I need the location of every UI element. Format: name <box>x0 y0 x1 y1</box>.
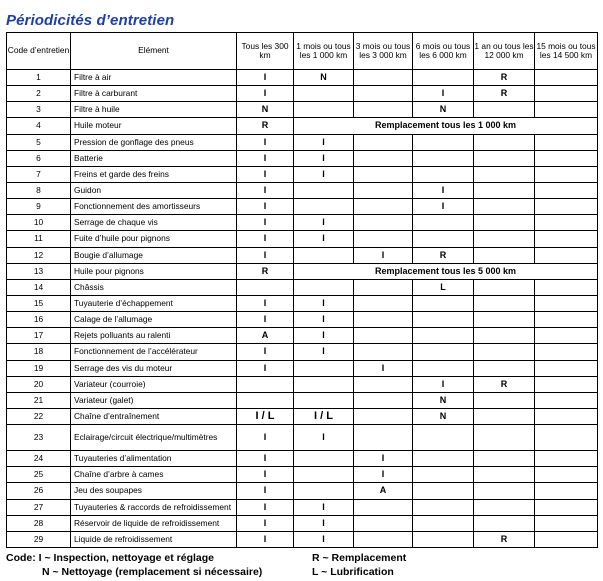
row-mark-300km: R <box>237 263 294 279</box>
row-mark-3000km <box>354 86 413 102</box>
row-mark-14500km <box>535 408 598 424</box>
row-mark-300km: I <box>237 86 294 102</box>
row-mark-1000km <box>294 376 354 392</box>
row-mark-6000km: R <box>413 247 474 263</box>
table-row <box>7 215 598 231</box>
row-span-note: Remplacement tous les 1 000 km <box>294 118 598 134</box>
table-row <box>7 134 598 150</box>
row-mark-1000km <box>294 392 354 408</box>
table-row <box>7 199 598 215</box>
table-row <box>7 279 598 295</box>
row-mark-3000km <box>354 231 413 247</box>
row-mark-3000km: I <box>354 467 413 483</box>
table-row <box>7 392 598 408</box>
table-row <box>7 86 598 102</box>
row-element: Liquide de refroidissement <box>71 531 237 547</box>
row-element: Huile moteur <box>71 118 237 134</box>
row-mark-14500km <box>535 467 598 483</box>
row-mark-6000km <box>413 483 474 499</box>
row-mark-12000km <box>474 483 535 499</box>
table-row <box>7 263 598 279</box>
row-mark-300km: I <box>237 295 294 311</box>
row-mark-1000km: I <box>294 231 354 247</box>
row-element: Bougie d’allumage <box>71 247 237 263</box>
row-mark-1000km <box>294 102 354 118</box>
row-mark-14500km <box>535 247 598 263</box>
row-code: 7 <box>7 166 71 182</box>
row-mark-6000km <box>413 150 474 166</box>
row-mark-3000km <box>354 102 413 118</box>
row-mark-300km: I <box>237 199 294 215</box>
table-row <box>7 247 598 263</box>
row-mark-3000km <box>354 344 413 360</box>
row-mark-14500km <box>535 166 598 182</box>
header-code: Code d’entretien <box>7 33 71 70</box>
row-mark-300km: I / L <box>237 408 294 424</box>
row-mark-14500km <box>535 215 598 231</box>
row-element: Filtre à huile <box>71 102 237 118</box>
row-mark-6000km <box>413 166 474 182</box>
table-row <box>7 483 598 499</box>
row-mark-6000km <box>413 425 474 451</box>
row-mark-300km: I <box>237 531 294 547</box>
row-mark-12000km: R <box>474 531 535 547</box>
row-mark-3000km <box>354 425 413 451</box>
row-mark-1000km: I <box>294 344 354 360</box>
row-mark-14500km <box>535 295 598 311</box>
row-mark-300km: I <box>237 215 294 231</box>
header-row <box>7 33 598 70</box>
row-mark-6000km <box>413 134 474 150</box>
row-mark-3000km <box>354 392 413 408</box>
table-row <box>7 231 598 247</box>
table-row <box>7 499 598 515</box>
row-mark-1000km: I <box>294 312 354 328</box>
row-element: Réservoir de liquide de refroidissement <box>71 515 237 531</box>
row-element: Freins et garde des freins <box>71 166 237 182</box>
row-mark-12000km <box>474 247 535 263</box>
row-mark-1000km: I <box>294 150 354 166</box>
row-element: Tuyauteries d’alimentation <box>71 451 237 467</box>
row-code: 9 <box>7 199 71 215</box>
row-element: Jeu des soupapes <box>71 483 237 499</box>
row-mark-300km: R <box>237 118 294 134</box>
row-mark-6000km <box>413 467 474 483</box>
row-mark-12000km <box>474 360 535 376</box>
row-mark-12000km <box>474 215 535 231</box>
row-element: Tuyauteries & raccords de refroidissement <box>71 499 237 515</box>
row-element: Filtre à carburant <box>71 86 237 102</box>
row-mark-300km: I <box>237 515 294 531</box>
row-element: Guidon <box>71 182 237 198</box>
row-mark-1000km: I <box>294 166 354 182</box>
row-mark-300km: N <box>237 102 294 118</box>
row-mark-12000km: R <box>474 376 535 392</box>
row-element: Serrage des vis du moteur <box>71 360 237 376</box>
row-element: Tuyauterie d’échappement <box>71 295 237 311</box>
row-mark-6000km <box>413 531 474 547</box>
row-mark-6000km <box>413 312 474 328</box>
table-row <box>7 531 598 547</box>
row-mark-6000km: I <box>413 199 474 215</box>
row-mark-3000km <box>354 134 413 150</box>
row-code: 24 <box>7 451 71 467</box>
table-row <box>7 425 598 451</box>
row-code: 27 <box>7 499 71 515</box>
row-mark-3000km <box>354 166 413 182</box>
row-mark-3000km: I <box>354 451 413 467</box>
table-row <box>7 182 598 198</box>
table-row <box>7 515 598 531</box>
row-code: 14 <box>7 279 71 295</box>
row-mark-14500km <box>535 425 598 451</box>
row-mark-6000km <box>413 515 474 531</box>
row-mark-14500km <box>535 360 598 376</box>
row-mark-1000km: N <box>294 70 354 86</box>
row-mark-12000km <box>474 102 535 118</box>
row-mark-1000km: I / L <box>294 408 354 424</box>
row-mark-300km: I <box>237 499 294 515</box>
row-mark-12000km <box>474 182 535 198</box>
table-row <box>7 150 598 166</box>
row-mark-300km: I <box>237 344 294 360</box>
row-mark-1000km <box>294 360 354 376</box>
row-mark-14500km <box>535 312 598 328</box>
row-mark-6000km <box>413 360 474 376</box>
row-mark-12000km <box>474 150 535 166</box>
row-element: Fonctionnement de l’accélérateur <box>71 344 237 360</box>
table-row <box>7 408 598 424</box>
row-mark-6000km <box>413 215 474 231</box>
row-mark-3000km: I <box>354 360 413 376</box>
row-mark-1000km <box>294 182 354 198</box>
row-mark-12000km: R <box>474 86 535 102</box>
row-mark-300km: I <box>237 70 294 86</box>
row-mark-3000km <box>354 328 413 344</box>
row-code: 25 <box>7 467 71 483</box>
row-mark-3000km <box>354 376 413 392</box>
header-6000km: 6 mois ou tous les 6 000 km <box>413 33 474 70</box>
row-mark-300km <box>237 279 294 295</box>
table-row <box>7 360 598 376</box>
row-element: Variateur (galet) <box>71 392 237 408</box>
row-element: Châssis <box>71 279 237 295</box>
row-code: 2 <box>7 86 71 102</box>
row-mark-14500km <box>535 102 598 118</box>
row-mark-14500km <box>535 483 598 499</box>
row-mark-12000km <box>474 467 535 483</box>
row-element: Eclairage/circuit électrique/multimètres <box>71 425 237 451</box>
row-mark-6000km <box>413 328 474 344</box>
row-code: 13 <box>7 263 71 279</box>
table-row <box>7 295 598 311</box>
row-mark-1000km: I <box>294 499 354 515</box>
row-mark-14500km <box>535 451 598 467</box>
table-row <box>7 376 598 392</box>
row-mark-14500km <box>535 86 598 102</box>
row-mark-12000km: R <box>474 70 535 86</box>
row-mark-3000km: I <box>354 247 413 263</box>
row-element: Fonctionnement des amortisseurs <box>71 199 237 215</box>
legend-lubrication: L ~ Lubrification <box>312 566 394 578</box>
header-14500km: 15 mois ou tous les 14 500 km <box>535 33 598 70</box>
row-mark-1000km: I <box>294 134 354 150</box>
row-mark-300km: I <box>237 483 294 499</box>
row-mark-300km: I <box>237 166 294 182</box>
row-code: 4 <box>7 118 71 134</box>
row-code: 17 <box>7 328 71 344</box>
row-mark-6000km <box>413 70 474 86</box>
row-mark-12000km <box>474 408 535 424</box>
row-mark-3000km <box>354 215 413 231</box>
row-element: Fuite d’huile pour pignons <box>71 231 237 247</box>
row-mark-300km: I <box>237 467 294 483</box>
row-mark-300km: I <box>237 231 294 247</box>
header-300km: Tous les 300 km <box>237 33 294 70</box>
row-element: Batterie <box>71 150 237 166</box>
legend <box>6 551 597 579</box>
row-code: 5 <box>7 134 71 150</box>
row-mark-12000km <box>474 312 535 328</box>
row-code: 19 <box>7 360 71 376</box>
row-mark-1000km: I <box>294 531 354 547</box>
row-mark-300km <box>237 392 294 408</box>
row-element: Variateur (courroie) <box>71 376 237 392</box>
row-code: 12 <box>7 247 71 263</box>
maintenance-schedule-table <box>6 32 598 548</box>
row-code: 10 <box>7 215 71 231</box>
row-mark-3000km <box>354 531 413 547</box>
row-mark-12000km <box>474 279 535 295</box>
row-mark-1000km <box>294 279 354 295</box>
row-mark-300km: A <box>237 328 294 344</box>
row-mark-3000km <box>354 70 413 86</box>
legend-cleaning: N ~ Nettoyage (remplacement si nécessaire) <box>42 566 263 578</box>
row-mark-12000km <box>474 515 535 531</box>
row-mark-1000km: I <box>294 425 354 451</box>
header-element: Elément <box>71 33 237 70</box>
row-mark-300km: I <box>237 134 294 150</box>
table-row <box>7 166 598 182</box>
row-code: 1 <box>7 70 71 86</box>
row-mark-12000km <box>474 295 535 311</box>
table-row <box>7 328 598 344</box>
row-mark-300km: I <box>237 150 294 166</box>
header-3000km: 3 mois ou tous les 3 000 km <box>354 33 413 70</box>
row-element: Rejets polluants au ralenti <box>71 328 237 344</box>
row-mark-6000km <box>413 451 474 467</box>
row-mark-300km: I <box>237 312 294 328</box>
row-element: Huile pour pignons <box>71 263 237 279</box>
row-code: 11 <box>7 231 71 247</box>
row-mark-14500km <box>535 134 598 150</box>
row-mark-12000km <box>474 451 535 467</box>
row-mark-14500km <box>535 199 598 215</box>
row-code: 18 <box>7 344 71 360</box>
row-mark-14500km <box>535 150 598 166</box>
table-row <box>7 70 598 86</box>
row-code: 26 <box>7 483 71 499</box>
row-mark-14500km <box>535 392 598 408</box>
row-mark-14500km <box>535 531 598 547</box>
row-mark-6000km: N <box>413 408 474 424</box>
row-code: 29 <box>7 531 71 547</box>
row-mark-6000km: L <box>413 279 474 295</box>
row-mark-12000km <box>474 344 535 360</box>
row-code: 8 <box>7 182 71 198</box>
row-mark-1000km <box>294 451 354 467</box>
table-row <box>7 118 598 134</box>
row-code: 28 <box>7 515 71 531</box>
row-element: Serrage de chaque vis <box>71 215 237 231</box>
row-mark-300km: I <box>237 182 294 198</box>
table-row <box>7 102 598 118</box>
row-mark-3000km <box>354 199 413 215</box>
row-mark-300km <box>237 376 294 392</box>
row-mark-14500km <box>535 515 598 531</box>
row-mark-14500km <box>535 279 598 295</box>
row-mark-6000km <box>413 344 474 360</box>
row-mark-1000km <box>294 247 354 263</box>
row-mark-3000km: A <box>354 483 413 499</box>
row-element: Pression de gonflage des pneus <box>71 134 237 150</box>
row-mark-1000km: I <box>294 515 354 531</box>
row-mark-300km: I <box>237 247 294 263</box>
row-mark-3000km <box>354 499 413 515</box>
row-mark-14500km <box>535 231 598 247</box>
row-mark-1000km: I <box>294 328 354 344</box>
row-mark-14500km <box>535 499 598 515</box>
row-mark-12000km <box>474 199 535 215</box>
row-element: Calage de l’allumage <box>71 312 237 328</box>
row-mark-1000km <box>294 86 354 102</box>
row-mark-3000km <box>354 150 413 166</box>
table-row <box>7 312 598 328</box>
row-mark-6000km: I <box>413 376 474 392</box>
page-title: Périodicités d’entretien <box>6 12 175 29</box>
row-mark-12000km <box>474 425 535 451</box>
row-mark-1000km <box>294 199 354 215</box>
table-row <box>7 344 598 360</box>
row-mark-12000km <box>474 392 535 408</box>
row-mark-3000km <box>354 182 413 198</box>
row-mark-1000km <box>294 483 354 499</box>
row-element: Chaîne d’arbre à cames <box>71 467 237 483</box>
row-mark-3000km <box>354 295 413 311</box>
header-12000km: 1 an ou tous les 12 000 km <box>474 33 535 70</box>
row-mark-300km: I <box>237 360 294 376</box>
row-mark-14500km <box>535 182 598 198</box>
row-mark-14500km <box>535 70 598 86</box>
header-1000km: 1 mois ou tous les 1 000 km <box>294 33 354 70</box>
row-mark-1000km <box>294 467 354 483</box>
row-code: 20 <box>7 376 71 392</box>
row-mark-6000km: I <box>413 86 474 102</box>
row-code: 6 <box>7 150 71 166</box>
row-code: 3 <box>7 102 71 118</box>
row-mark-3000km <box>354 312 413 328</box>
row-code: 16 <box>7 312 71 328</box>
row-mark-300km: I <box>237 425 294 451</box>
row-mark-300km: I <box>237 451 294 467</box>
row-mark-12000km <box>474 499 535 515</box>
row-code: 15 <box>7 295 71 311</box>
table-row <box>7 451 598 467</box>
row-mark-3000km <box>354 279 413 295</box>
row-mark-3000km <box>354 515 413 531</box>
row-mark-12000km <box>474 231 535 247</box>
table-row <box>7 467 598 483</box>
row-mark-14500km <box>535 376 598 392</box>
row-element: Chaîne d’entraînement <box>71 408 237 424</box>
row-mark-6000km: N <box>413 102 474 118</box>
row-mark-14500km <box>535 344 598 360</box>
row-mark-1000km: I <box>294 295 354 311</box>
legend-replacement: R ~ Remplacement <box>312 552 407 564</box>
row-code: 22 <box>7 408 71 424</box>
row-mark-6000km: N <box>413 392 474 408</box>
row-code: 21 <box>7 392 71 408</box>
row-mark-6000km: I <box>413 182 474 198</box>
row-element: Filtre à air <box>71 70 237 86</box>
row-mark-14500km <box>535 328 598 344</box>
row-mark-6000km <box>413 295 474 311</box>
row-mark-3000km <box>354 408 413 424</box>
row-mark-12000km <box>474 166 535 182</box>
row-mark-1000km: I <box>294 215 354 231</box>
row-code: 23 <box>7 425 71 451</box>
legend-inspection: Code: I ~ Inspection, nettoyage et réglage <box>6 552 215 564</box>
row-span-note: Remplacement tous les 5 000 km <box>294 263 598 279</box>
row-mark-6000km <box>413 499 474 515</box>
row-mark-6000km <box>413 231 474 247</box>
row-mark-12000km <box>474 328 535 344</box>
row-mark-12000km <box>474 134 535 150</box>
